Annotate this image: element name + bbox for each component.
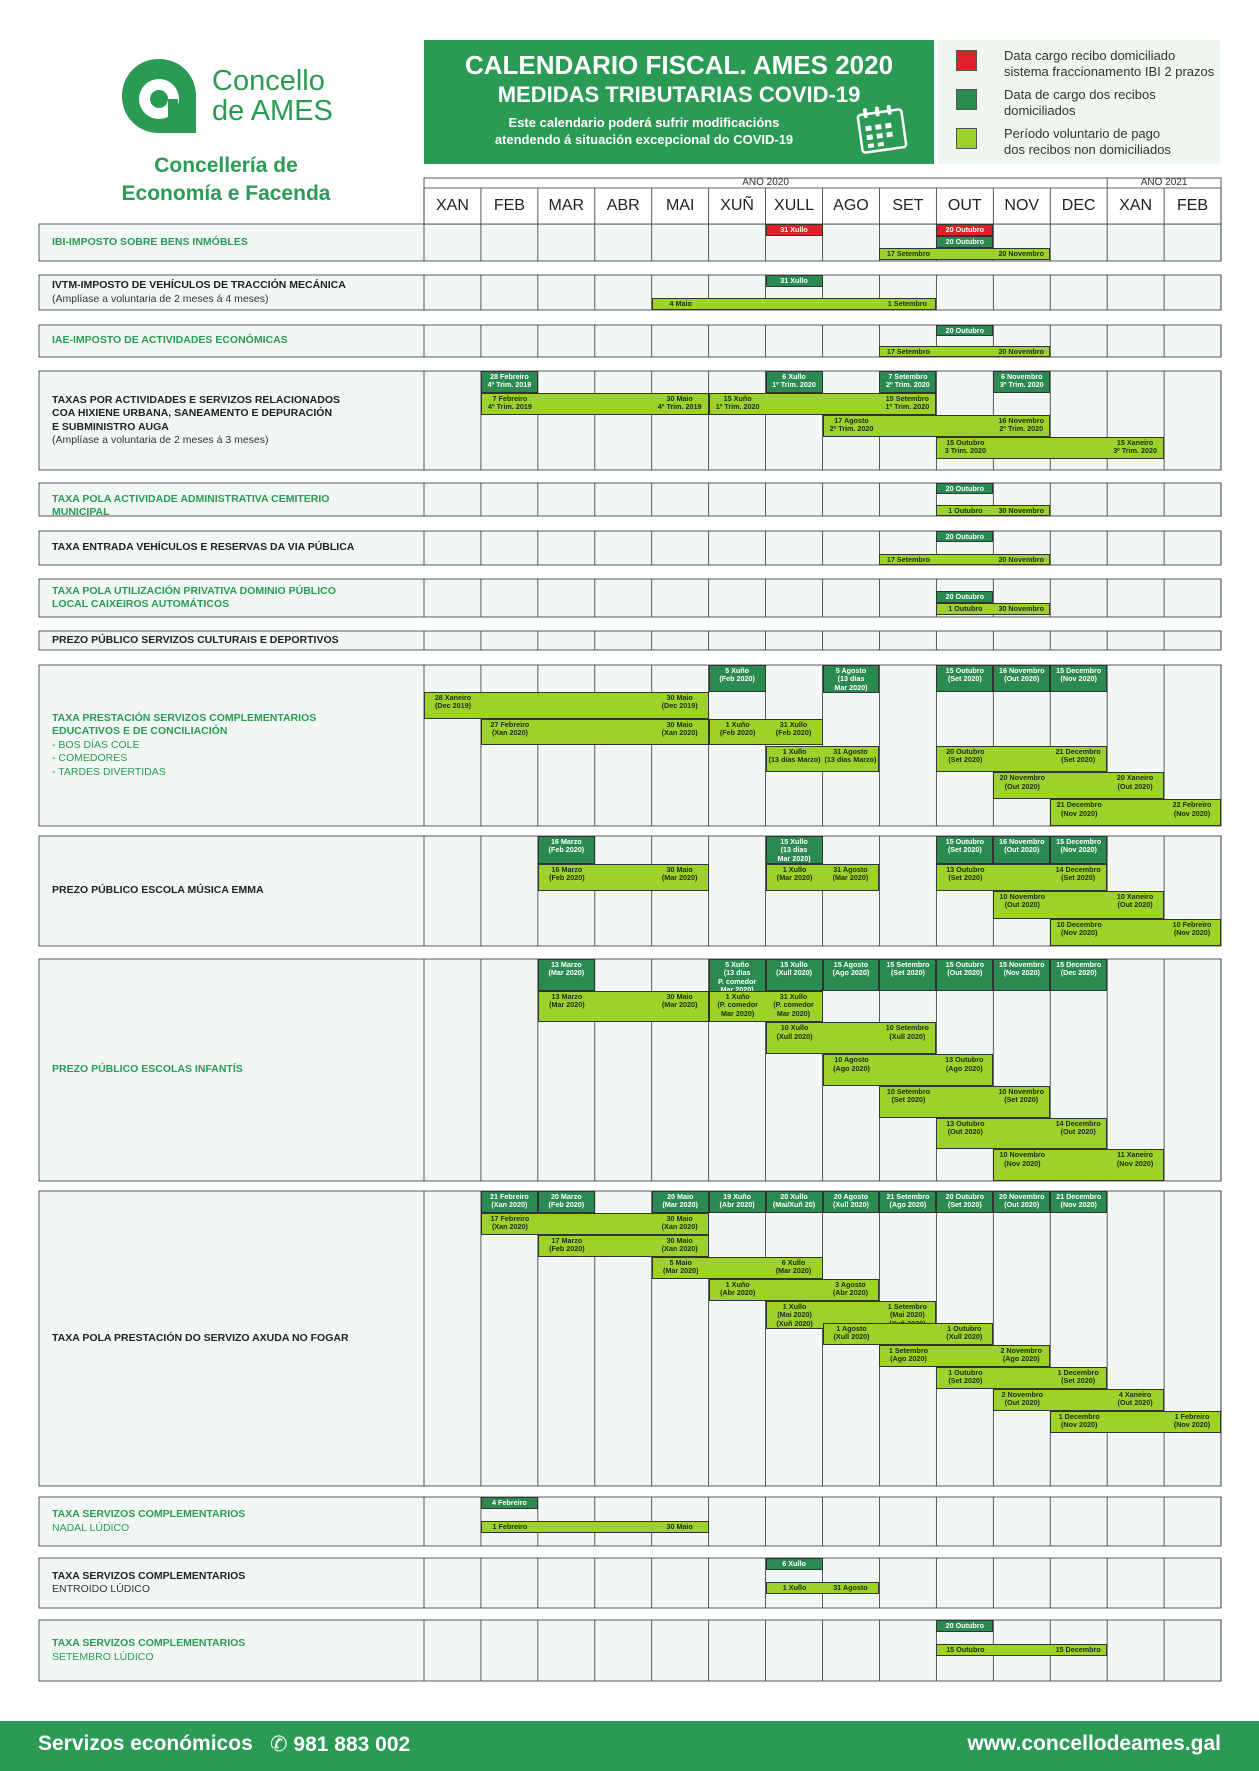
voluntary-payment-period-bar — [766, 1022, 937, 1054]
direct-debit-date-marker: 20 Xullo (Mai/Xuñ 20) — [766, 1191, 823, 1213]
direct-debit-date-marker: 21 Setembro (Ago 2020) — [879, 1191, 936, 1213]
direct-debit-date-marker: 20 Outubro (Set 2020) — [936, 1191, 993, 1213]
month-header: XAN — [1119, 197, 1153, 214]
voluntary-payment-period-bar — [424, 692, 709, 719]
page-subtitle: MEDIDAS TRIBUTARIAS COVID-19 — [497, 82, 861, 107]
voluntary-payment-period-bar — [481, 1213, 709, 1235]
period-end-label: 1 Febreiro (Nov 2020) — [1173, 1412, 1211, 1430]
month-header: NOV — [1004, 197, 1040, 214]
direct-debit-date-marker: 20 Outubro — [936, 591, 993, 603]
voluntary-payment-period-bar — [936, 1367, 1107, 1389]
direct-debit-date-marker: 15 Decembro (Nov 2020) — [1050, 665, 1107, 692]
direct-debit-date-marker: 19 Xuño (Abr 2020) — [709, 1191, 766, 1213]
legend-label: sistema fraccionamento IBI 2 prazos — [1004, 64, 1215, 79]
row-label-main: TAXAS POR ACTIVIDADES E SERVIZOS RELACIONADOS COA HIXIENE URBANA, SANEAMENTO E DEPURACIÓN E SUBMINISTRO AUGA — [52, 393, 341, 433]
period-start-label: 10 Decembro (Nov 2020) — [1056, 919, 1102, 937]
row-label — [52, 1570, 372, 1597]
direct-debit-date-marker: 20 Outubro — [936, 325, 993, 336]
legend-label: Período voluntario de pago — [1004, 126, 1161, 141]
period-end-label: 30 Novembro — [998, 506, 1044, 515]
direct-debit-date-marker: 31 Xullo — [766, 275, 823, 287]
direct-debit-date-marker: 15 Agosto (Ago 2020) — [823, 959, 880, 991]
period-start-label: 20 Novembro (Out 2020) — [999, 773, 1046, 791]
period-end-label: 15 Decembro — [1055, 1645, 1101, 1654]
voluntary-payment-period-bar — [936, 864, 1107, 892]
period-end-label: 22 Febreiro (Nov 2020) — [1172, 800, 1212, 818]
voluntary-payment-period-bar — [652, 298, 937, 310]
row-label-main: TAXA ENTRADA VEHÍCULOS E RESERVAS DA VIA PÚBLICA — [52, 541, 355, 554]
voluntary-payment-period-bar — [766, 1582, 880, 1594]
direct-debit-date-marker: 7 Setembro 2º Trim. 2020 — [879, 371, 936, 393]
row-label-main: IBI-IMPOSTO SOBRE BENS INMÓBLES — [52, 235, 248, 248]
voluntary-payment-period-bar — [823, 1323, 994, 1345]
direct-debit-date-marker: 20 Agosto (Xull 2020) — [823, 1191, 880, 1213]
period-start-label: 1 Outubro — [948, 506, 983, 515]
voluntary-payment-period-bar — [879, 554, 1050, 565]
period-end-label: 11 Xaneiro (Nov 2020) — [1116, 1150, 1154, 1168]
row-label-main: IVTM-IMPOSTO DE VEHÍCULOS DE TRACCIÓN MECÁNICA — [52, 279, 346, 291]
month-header: MAI — [665, 197, 695, 214]
period-end-label: 16 Novembro 2º Trim. 2020 — [998, 416, 1044, 434]
year-label-2021: ANO 2021 — [1140, 177, 1188, 188]
month-header: XUÑ — [720, 197, 754, 214]
row-label — [52, 1637, 372, 1664]
period-start-label: 28 Xaneiro (Dec 2019) — [434, 692, 472, 711]
row-label-main: TAXA POLA ACTIVIDADE ADMINISTRATIVA CEMITERIO MUNICIPAL — [52, 492, 330, 519]
period-start-label: 1 Xuño (P. comedor Mar 2020) — [717, 991, 758, 1018]
period-end-label: 20 Novembro — [998, 249, 1044, 258]
footer-phone[interactable]: ✆ 981 883 002 — [270, 1733, 411, 1756]
period-start-label: 17 Febreiro (Xan 2020) — [490, 1214, 530, 1232]
voluntary-payment-period-bar — [823, 415, 1051, 437]
period-end-label: 10 Xaneiro (Out 2020) — [1116, 892, 1154, 910]
direct-debit-date-marker: 21 Febreiro (Xan 2020) — [481, 1191, 538, 1213]
direct-debit-date-marker: 20 Outubro — [936, 483, 993, 494]
month-header: FEB — [1176, 197, 1209, 214]
period-start-label: 4 Maio — [669, 299, 692, 309]
row-label — [52, 236, 372, 250]
row-label-main: TAXA POLA PRESTACIÓN DO SERVIZO AXUDA NO FOGAR — [52, 1331, 349, 1344]
row-label — [52, 394, 372, 448]
direct-debit-date-marker: 20 Maio (Mar 2020) — [652, 1191, 709, 1213]
voluntary-payment-period-bar — [1050, 1411, 1221, 1433]
period-start-label: 1 Xullo — [782, 1583, 807, 1592]
period-start-label: 1 Agosto (Xull 2020) — [833, 1324, 870, 1342]
direct-debit-date-marker: 20 Outubro — [936, 236, 993, 248]
period-end-label: 30 Maio — [666, 1522, 693, 1531]
row-label-main: PREZO PÚBLICO SERVIZOS CULTURAIS E DEPORTIVOS — [52, 633, 339, 646]
ibi-installment-date-marker: 31 Xullo — [766, 224, 823, 236]
month-header: AGO — [833, 197, 869, 214]
direct-debit-date-marker: 15 Outubro (Set 2020) — [936, 836, 993, 864]
row-label-main: TAXA PRESTACIÓN SERVIZOS COMPLEMENTARIOS EDUCATIVOS E DE CONCILIACIÓN — [52, 711, 317, 738]
period-end-label: 10 Setembro (Xull 2020) — [885, 1023, 929, 1041]
period-end-label: 31 Agosto (Mar 2020) — [832, 864, 869, 882]
period-start-label: 1 Decembro (Nov 2020) — [1058, 1412, 1100, 1430]
period-end-label: 1 Setembro (Mai 2020) — [887, 1302, 927, 1320]
voluntary-payment-period-bar — [766, 864, 880, 892]
voluntary-payment-period-bar — [936, 1118, 1107, 1150]
direct-debit-date-marker: 5 Xuño (Feb 2020) — [709, 665, 766, 692]
row-label-sub: SETEMBRO LÚDICO — [52, 1650, 154, 1663]
period-start-label: 10 Agosto (Ago 2020) — [833, 1055, 870, 1073]
direct-debit-date-marker: 16 Novembro (Out 2020) — [993, 836, 1050, 864]
period-end-label: 1 Outubro (Xull 2020) — [946, 1324, 983, 1342]
period-end-label: 1 Setembro — [887, 299, 927, 309]
period-end-label: 10 Novembro (Set 2020) — [998, 1086, 1044, 1105]
period-start-label: 17 Agosto 2º Trim. 2020 — [829, 416, 874, 434]
period-start-label: 15 Outubro 3 Trim. 2020 — [944, 438, 986, 456]
dept-line1: Concellería de — [154, 154, 298, 177]
direct-debit-date-marker: 20 Outubro — [936, 531, 993, 542]
direct-debit-date-marker: 6 Novembro 3º Trim. 2020 — [993, 371, 1050, 393]
period-end-label: 1 Decembro (Set 2020) — [1057, 1368, 1099, 1386]
period-end-label: 30 Maio (Dec 2019) — [661, 692, 698, 711]
direct-debit-date-marker: 16 Novembro (Out 2020) — [993, 665, 1050, 692]
period-start-label: 10 Novembro (Out 2020) — [999, 892, 1046, 910]
row-label-main: TAXA POLA UTILIZACIÓN PRIVATIVA DOMINIO PÚBLICO LOCAL CAIXEIROS AUTOMÁTICOS — [52, 584, 336, 610]
period-start-label: 15 Outubro — [946, 1645, 985, 1654]
month-header: MAR — [548, 197, 585, 214]
period-end-label: 15 Xaneiro 3º Trim. 2020 — [1113, 438, 1157, 456]
voluntary-payment-period-bar — [766, 746, 880, 773]
month-header: FEB — [493, 197, 525, 214]
period-start-label: 1 Xuño (Abr 2020) — [720, 1280, 756, 1298]
direct-debit-date-marker: 28 Febreiro 4º Trim. 2019 — [481, 371, 538, 393]
direct-debit-date-marker: 15 Outubro (Out 2020) — [936, 959, 993, 991]
voluntary-payment-period-bar — [709, 1279, 880, 1301]
row-label — [52, 1332, 372, 1346]
period-end-label: 2 Novembro (Ago 2020) — [1000, 1346, 1042, 1364]
period-start-label: 15 Xuño 1º Trim. 2020 — [715, 394, 760, 412]
voluntary-payment-period-bar — [481, 393, 709, 415]
period-end-label: 31 Agosto — [833, 1583, 868, 1592]
voluntary-payment-period-bar — [993, 891, 1164, 919]
period-start-label: 1 Xullo (Mai 2020) (Xuñ 2020) — [776, 1302, 813, 1328]
period-start-label: 10 Xullo (Xull 2020) — [776, 1023, 813, 1041]
direct-debit-date-marker: 20 Marzo (Feb 2020) — [538, 1191, 595, 1213]
voluntary-payment-period-bar — [538, 991, 709, 1023]
row-label — [52, 884, 372, 898]
voluntary-payment-period-bar — [936, 1644, 1107, 1656]
direct-debit-date-marker: 5 Agosto (13 días Mar 2020) — [823, 665, 880, 693]
month-header: DEC — [1061, 197, 1096, 214]
voluntary-payment-period-bar — [1050, 799, 1221, 826]
period-start-label: 2 Novembro (Out 2020) — [1001, 1390, 1044, 1408]
row-label-main: TAXA SERVIZOS COMPLEMENTARIOS — [52, 1637, 246, 1649]
voluntary-payment-period-bar — [538, 1235, 709, 1257]
period-start-label: 17 Marzo (Feb 2020) — [549, 1236, 585, 1254]
row-label — [52, 1063, 372, 1077]
period-start-label: 10 Novembro (Nov 2020) — [999, 1150, 1046, 1168]
period-end-label: 21 Decembro (Set 2020) — [1055, 746, 1101, 764]
period-end-label: 30 Maio (Xan 2020) — [661, 719, 698, 738]
voluntary-payment-period-bar — [481, 719, 709, 746]
period-start-label: 5 Maio (Mar 2020) — [662, 1258, 699, 1276]
logo-line2: de AMES — [212, 95, 333, 127]
page-title: CALENDARIO FISCAL. AMES 2020 — [464, 50, 894, 80]
legend-label: domiciliados — [1004, 103, 1076, 118]
voluntary-payment-period-bar — [936, 746, 1107, 773]
voluntary-payment-period-bar — [652, 1257, 823, 1279]
period-start-label: 13 Outubro (Set 2020) — [946, 864, 985, 882]
voluntary-payment-period-bar — [879, 248, 1050, 260]
row-label-main: TAXA SERVIZOS COMPLEMENTARIOS — [52, 1508, 246, 1520]
year-label-2020: ANO 2020 — [742, 177, 789, 188]
row-label — [52, 634, 372, 648]
direct-debit-date-marker: 21 Decembro (Nov 2020) — [1050, 1191, 1107, 1213]
voluntary-payment-period-bar — [823, 1054, 994, 1086]
row-label-sub: ENTROIDO LÚDICO — [52, 1583, 151, 1595]
row-label — [52, 585, 372, 612]
voluntary-payment-period-bar — [538, 864, 709, 892]
voluntary-payment-period-bar — [481, 1521, 709, 1533]
direct-debit-date-marker: 6 Xullo 1º Trim. 2020 — [766, 371, 823, 393]
period-start-label: 21 Decembro (Nov 2020) — [1056, 800, 1102, 818]
period-end-label: 31 Xullo (Feb 2020) — [775, 719, 812, 738]
direct-debit-date-marker: 15 Outubro (Set 2020) — [936, 665, 993, 692]
direct-debit-date-marker: 13 Marzo (Mar 2020) — [538, 959, 595, 991]
row-label-main: PREZO PÚBLICO ESCOLAS INFANTÍS — [52, 1063, 243, 1076]
period-end-label: 6 Xullo (Mar 2020) — [775, 1258, 812, 1276]
voluntary-payment-period-bar — [709, 991, 823, 1023]
row-label-main: TAXA SERVIZOS COMPLEMENTARIOS — [52, 1569, 246, 1582]
banner-note-line1: Este calendario poderá sufrir modificacións — [508, 115, 780, 130]
period-end-label: 4 Xaneiro (Out 2020) — [1117, 1390, 1153, 1408]
direct-debit-date-marker: 15 Decembro (Nov 2020) — [1050, 836, 1107, 864]
period-start-label: 17 Setembro — [886, 347, 931, 357]
period-start-label: 17 Setembro — [886, 554, 931, 564]
voluntary-payment-period-bar — [936, 505, 1050, 516]
period-end-label: 30 Maio (Xan 2020) — [661, 1236, 698, 1254]
row-label-main: PREZO PÚBLICO ESCOLA MÚSICA EMMA — [52, 884, 264, 897]
voluntary-payment-period-bar — [879, 1086, 1050, 1118]
voluntary-payment-period-bar — [936, 603, 1050, 615]
row-label — [52, 541, 372, 555]
direct-debit-date-marker: 15 Setembro (Set 2020) — [879, 959, 936, 991]
row-label — [52, 279, 372, 306]
footer-website-link[interactable]: www.concellodeames.gal — [967, 1732, 1221, 1755]
banner-note-line2: atendendo á situación excepcional do COVID-19 — [494, 132, 794, 147]
period-start-label: 7 Febreiro 4º Trim. 2019 — [488, 394, 532, 412]
period-end-label: 30 Maio (Xan 2020) — [661, 1214, 698, 1232]
voluntary-payment-period-bar — [879, 1345, 1050, 1367]
period-end-label: 30 Maio (Mar 2020) — [661, 864, 698, 882]
voluntary-payment-period-bar — [993, 1389, 1164, 1411]
direct-debit-date-marker: 15 Decembro (Dec 2020) — [1050, 959, 1107, 991]
period-end-label: 31 Agosto (13 días Marzo) — [824, 746, 877, 764]
direct-debit-date-marker: 15 Xullo (13 días Mar 2020) — [766, 836, 823, 864]
row-label-sub: NADAL LÚDICO — [52, 1521, 130, 1534]
voluntary-payment-period-bar — [936, 437, 1164, 459]
month-header: XAN — [436, 197, 469, 214]
voluntary-payment-period-bar — [993, 1149, 1164, 1181]
logo-line1: Concello — [212, 65, 325, 97]
voluntary-payment-period-bar — [993, 772, 1164, 799]
row-label-sub: - BOS DÍAS COLE - COMEDORES - TARDES DIVERTIDAS — [52, 738, 166, 778]
direct-debit-date-marker: 6 Xullo — [766, 1558, 823, 1570]
footer-service-label: Servizos económicos — [38, 1732, 253, 1755]
direct-debit-date-marker: 5 Xuño (13 días P. comedor — [709, 959, 766, 996]
ibi-installment-date-marker: 20 Outubro — [936, 224, 993, 236]
period-start-label: 1 Outubro — [948, 604, 983, 613]
period-start-label: 27 Febreiro (Xan 2020) — [490, 719, 530, 738]
period-start-label: 13 Outubro (Out 2020) — [946, 1118, 985, 1136]
period-start-label: 1 Setembro (Ago 2020) — [888, 1346, 929, 1364]
period-end-label: 20 Novembro — [998, 347, 1044, 357]
row-label-main: IAE-IMPOSTO DE ACTIVIDADES ECONÓMICAS — [52, 334, 288, 347]
row-label — [52, 712, 372, 780]
period-start-label: 13 Marzo (Mar 2020) — [549, 991, 585, 1010]
period-end-label: 14 Decembro (Out 2020) — [1055, 1118, 1101, 1136]
period-start-label: 10 Setembro (Set 2020) — [886, 1086, 931, 1105]
period-start-label: 1 Xullo (Mar 2020) — [776, 864, 813, 882]
direct-debit-date-marker: 4 Febreiro — [481, 1497, 538, 1509]
direct-debit-date-marker: 20 Outubro — [936, 1620, 993, 1632]
period-start-label: 1 Outubro (Set 2020) — [948, 1368, 983, 1386]
voluntary-payment-period-bar — [709, 719, 823, 746]
month-header: XULL — [774, 197, 815, 214]
voluntary-payment-period-bar — [709, 393, 937, 415]
legend-label: Data de cargo dos recibos — [1004, 87, 1156, 102]
footer — [0, 1721, 1259, 1771]
period-end-label: 3 Agosto (Abr 2020) — [832, 1280, 868, 1298]
row-label — [52, 493, 372, 520]
row-label — [52, 1508, 372, 1535]
period-start-label: 17 Setembro — [886, 249, 931, 258]
legend-label: dos recibos non domiciliados — [1004, 142, 1171, 157]
month-header: OUT — [947, 197, 982, 214]
period-start-label: 1 Xuño (Feb 2020) — [719, 719, 756, 738]
period-end-label: 30 Maio (Mar 2020) — [661, 991, 698, 1010]
period-end-label: 15 Setembro 1º Trim. 2020 — [885, 394, 930, 412]
dept-line2: Economía e Facenda — [121, 182, 331, 205]
period-end-label: 20 Novembro — [998, 554, 1044, 564]
period-start-label: 1 Xullo (13 días Marzo) — [768, 746, 821, 764]
period-end-label: 31 Xullo (P. comedor Mar 2020) — [773, 991, 814, 1018]
period-end-label: 30 Novembro — [998, 604, 1044, 613]
period-end-label: 14 Decembro (Set 2020) — [1055, 864, 1101, 882]
voluntary-payment-period-bar — [1050, 919, 1221, 947]
direct-debit-date-marker: 15 Novembro (Nov 2020) — [993, 959, 1050, 991]
voluntary-payment-period-bar — [879, 346, 1050, 357]
row-label-sub: (Amplíase a voluntaria de 2 meses á 4 meses) — [52, 292, 269, 305]
period-end-label: 20 Xaneiro (Out 2020) — [1116, 773, 1154, 791]
legend-label: Data cargo recibo domiciliado — [1004, 48, 1176, 63]
period-start-label: 16 Marzo (Feb 2020) — [549, 864, 585, 882]
period-end-label: 30 Maio 4º Trim. 2019 — [657, 394, 702, 412]
direct-debit-date-marker: 20 Novembro (Out 2020) — [993, 1191, 1050, 1213]
row-label — [52, 334, 372, 348]
month-header: ABR — [606, 197, 640, 214]
period-end-label: 10 Febreiro (Nov 2020) — [1172, 919, 1212, 937]
direct-debit-date-marker: 15 Xullo (Xull 2020) — [766, 959, 823, 991]
period-start-label: 1 Febreiro — [492, 1522, 528, 1531]
period-end-label: 13 Outubro (Ago 2020) — [945, 1055, 984, 1073]
period-start-label: 20 Outubro (Set 2020) — [946, 746, 985, 764]
row-label-sub: (Amplíase a voluntaria de 2 meses á 3 meses) — [52, 434, 269, 446]
direct-debit-date-marker: 16 Marzo (Feb 2020) — [538, 836, 595, 864]
month-header: SET — [892, 197, 924, 214]
